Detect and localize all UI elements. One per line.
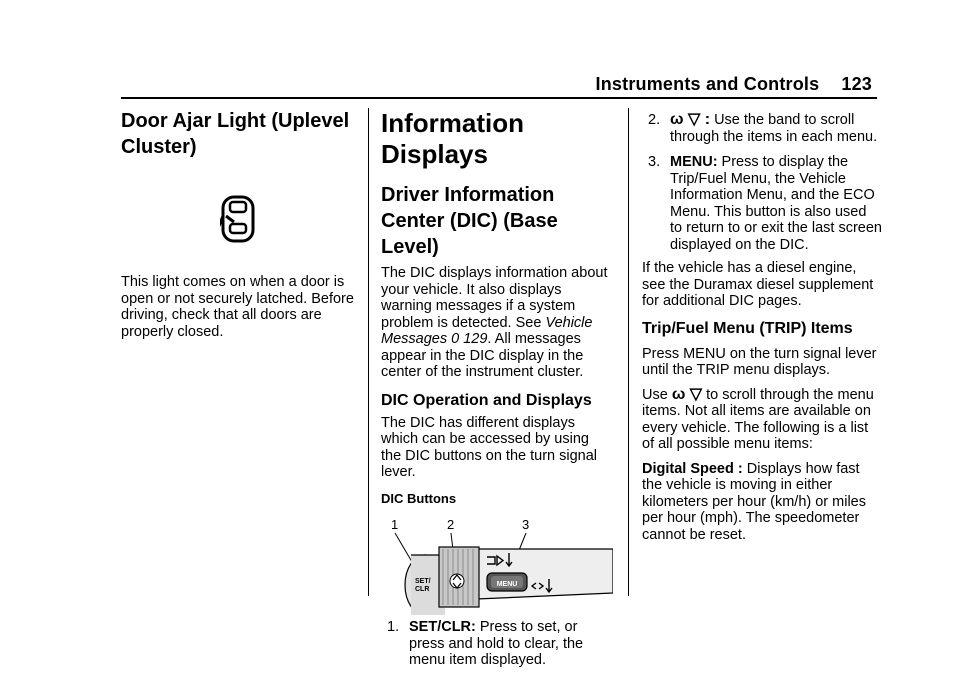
column-divider-2	[628, 108, 629, 596]
use-word: Use	[642, 386, 668, 403]
band-scroll-symbols: ω ▽ :	[670, 111, 711, 128]
band-scroll-symbols: ω ▽	[671, 385, 703, 403]
trip-menu-text: to scroll through the menu items. Not all items are available on every vehicle. The following is a list of all possible menu items:	[642, 386, 874, 452]
item-label: MENU:	[670, 154, 718, 170]
diesel-note: If the vehicle has a diesel engine, see the Duramax diesel supplement for additional DIC pages.	[642, 260, 874, 309]
callout-3: 3	[522, 517, 530, 532]
page-reference[interactable]: 0 129	[451, 331, 488, 347]
dic-heading: Driver Information Center (DIC) (Base Level)	[381, 184, 558, 258]
dic-operation-body: The DIC has different displays which can be accessed by using the DIC buttons on the turn signal lever.	[381, 414, 598, 480]
item-text: Use the band to scroll through the items in each menu.	[670, 112, 878, 145]
information-displays-title: Information Displays	[381, 108, 524, 169]
digital-speed-item	[642, 461, 882, 544]
item-number: 2.	[648, 112, 661, 128]
menu-label: MENU	[496, 581, 518, 588]
digital-speed-label: Digital Speed :	[642, 460, 743, 477]
running-header	[540, 74, 872, 95]
dic-buttons-diagram	[381, 515, 613, 615]
door-ajar-body: This light comes on when a door is open or not securely latched. Before driving, check that all doors are properly closed.	[121, 274, 354, 340]
door-ajar-heading: Door Ajar Light (Uplevel Cluster)	[121, 110, 350, 158]
header-section-title: Instruments and Controls	[595, 74, 820, 94]
callout-1: 1	[391, 517, 399, 532]
list-item-set-clr	[381, 619, 611, 669]
column-3	[642, 112, 882, 543]
item-number: 1.	[387, 619, 400, 635]
item-text: Press to display the Trip/Fuel Menu, the Vehicle Information Menu, and the ECO Menu. This button is also used to return to or exit the last screen displayed on the DIC.	[670, 154, 882, 253]
set-label: SET/	[415, 578, 431, 585]
dic-intro-text: The DIC displays information about your vehicle. It also displays warning messages if a system problem is detected. See	[381, 265, 608, 331]
clr-label: CLR	[415, 586, 430, 593]
door-ajar-icon	[220, 194, 258, 244]
dic-operation-heading: DIC Operation and Displays	[381, 391, 592, 409]
column-divider-1	[368, 108, 369, 596]
header-rule	[121, 97, 877, 99]
trip-menu-body	[642, 387, 882, 453]
item-text: Press to set, or press and hold to clear, the menu item displayed.	[409, 619, 584, 668]
column-1	[121, 108, 356, 340]
item-number: 3.	[648, 154, 661, 170]
trip-menu-intro: Press MENU on the turn signal lever until the TRIP menu displays.	[642, 345, 877, 378]
dic-buttons-label: DIC Buttons	[381, 490, 457, 506]
dic-intro	[381, 265, 611, 381]
list-item-menu	[642, 154, 882, 253]
page-number: 123	[841, 74, 872, 94]
vehicle-messages-link[interactable]: Vehicle Messages	[381, 314, 593, 347]
item-label: SET/CLR:	[409, 619, 476, 635]
digital-speed-text: Displays how fast the vehicle is moving in either kilometers per hour (km/h) or miles per hour (mph). The speedometer cannot be reset.	[642, 460, 866, 543]
list-item-band	[642, 112, 882, 145]
callout-2: 2	[447, 517, 455, 532]
dic-intro-text-2: . All messages appear in the DIC display in the center of the instrument cluster.	[381, 331, 584, 380]
trip-fuel-heading: Trip/Fuel Menu (TRIP) Items	[642, 319, 853, 337]
column-2	[381, 108, 611, 669]
